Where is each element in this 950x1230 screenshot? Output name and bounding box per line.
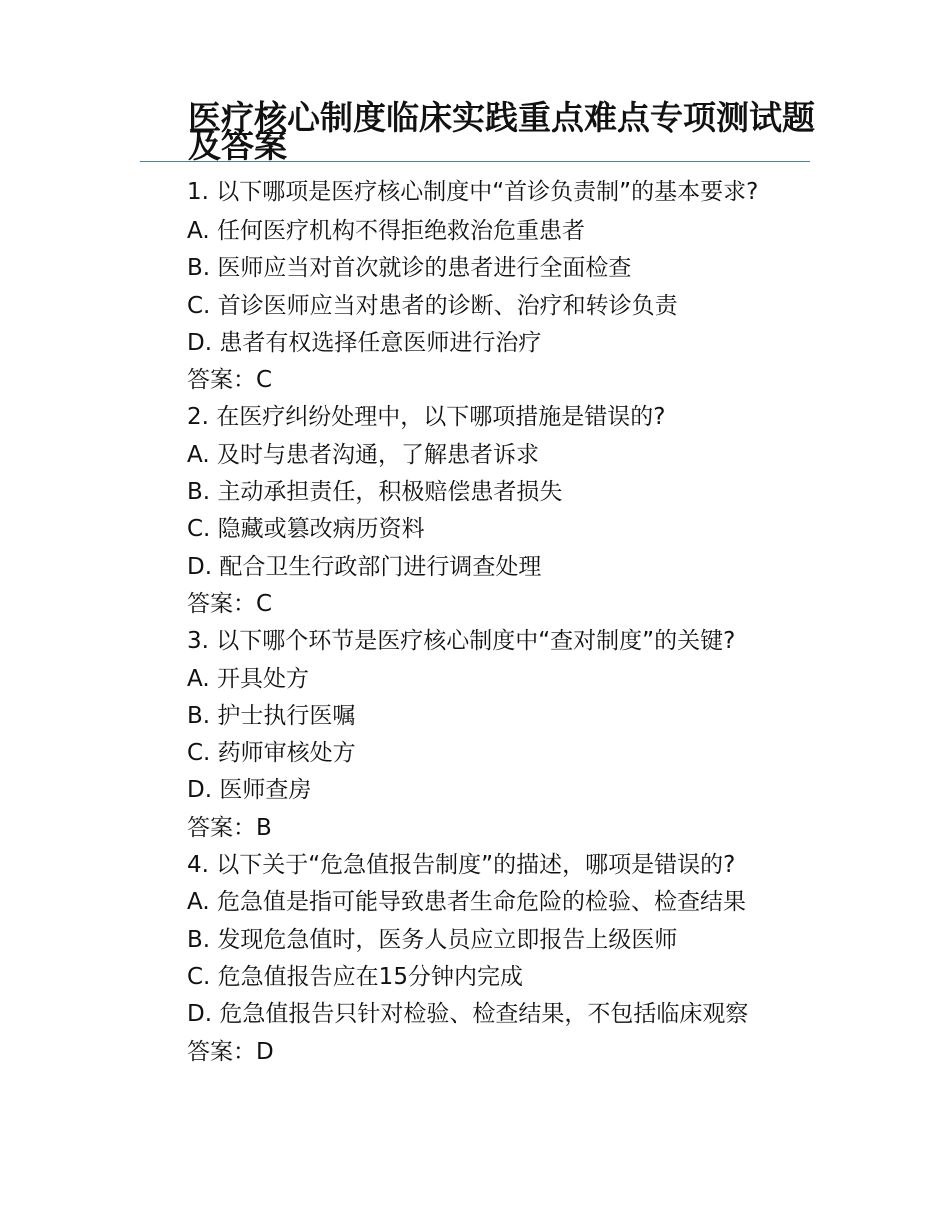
answer-text: 答案：D <box>187 1038 274 1065</box>
option-b: B. 医师应当对首次就诊的患者进行全面检查 <box>187 255 632 282</box>
option-a: A. 开具处方 <box>187 665 309 692</box>
answer-text: 答案：B <box>187 814 272 841</box>
option-d: D. 患者有权选择任意医师进行治疗 <box>187 329 542 356</box>
question-text: 3. 以下哪个环节是医疗核心制度中“查对制度”的关键? <box>187 628 736 655</box>
option-a: A. 任何医疗机构不得拒绝救治危重患者 <box>187 218 585 244</box>
option-c: C. 首诊医师应当对患者的诊断、治疗和转诊负责 <box>187 292 678 319</box>
option-d: D. 危急值报告只针对检验、检查结果，不包括临床观察 <box>187 1001 749 1028</box>
option-c: C. 隐藏或篡改病历资料 <box>187 516 425 543</box>
question-block <box>140 847 810 1071</box>
answer-text: 答案：C <box>187 367 273 394</box>
question-list <box>140 176 810 1071</box>
option-d: D. 配合卫生行政部门进行调查处理 <box>187 553 542 580</box>
answer-text: 答案：C <box>187 590 273 617</box>
option-b: B. 发现危急值时，医务人员应立即报告上级医师 <box>187 926 678 953</box>
option-c: C. 危急值报告应在15分钟内完成 <box>187 963 523 990</box>
page-title: 医疗核心制度临床实践重点难点专项测试题及答案 <box>188 98 815 165</box>
option-b: B. 护士执行医嘱 <box>187 702 356 729</box>
question-block <box>140 176 810 399</box>
option-d: D. 医师查房 <box>187 777 312 804</box>
question-text: 4. 以下关于“危急值报告制度”的描述，哪项是错误的? <box>187 852 736 879</box>
question-block <box>140 623 810 847</box>
question-block <box>140 399 810 623</box>
option-c: C. 药师审核处方 <box>187 740 356 767</box>
option-b: B. 主动承担责任，积极赔偿患者损失 <box>187 479 563 506</box>
option-a: A. 危急值是指可能导致患者生命危险的检验、检查结果 <box>187 889 746 916</box>
question-text: 1. 以下哪项是医疗核心制度中“首诊负责制”的基本要求? <box>187 179 759 205</box>
title-divider <box>140 161 810 162</box>
question-text: 2. 在医疗纠纷处理中，以下哪项措施是错误的? <box>187 404 666 431</box>
option-a: A. 及时与患者沟通，了解患者诉求 <box>187 441 539 468</box>
